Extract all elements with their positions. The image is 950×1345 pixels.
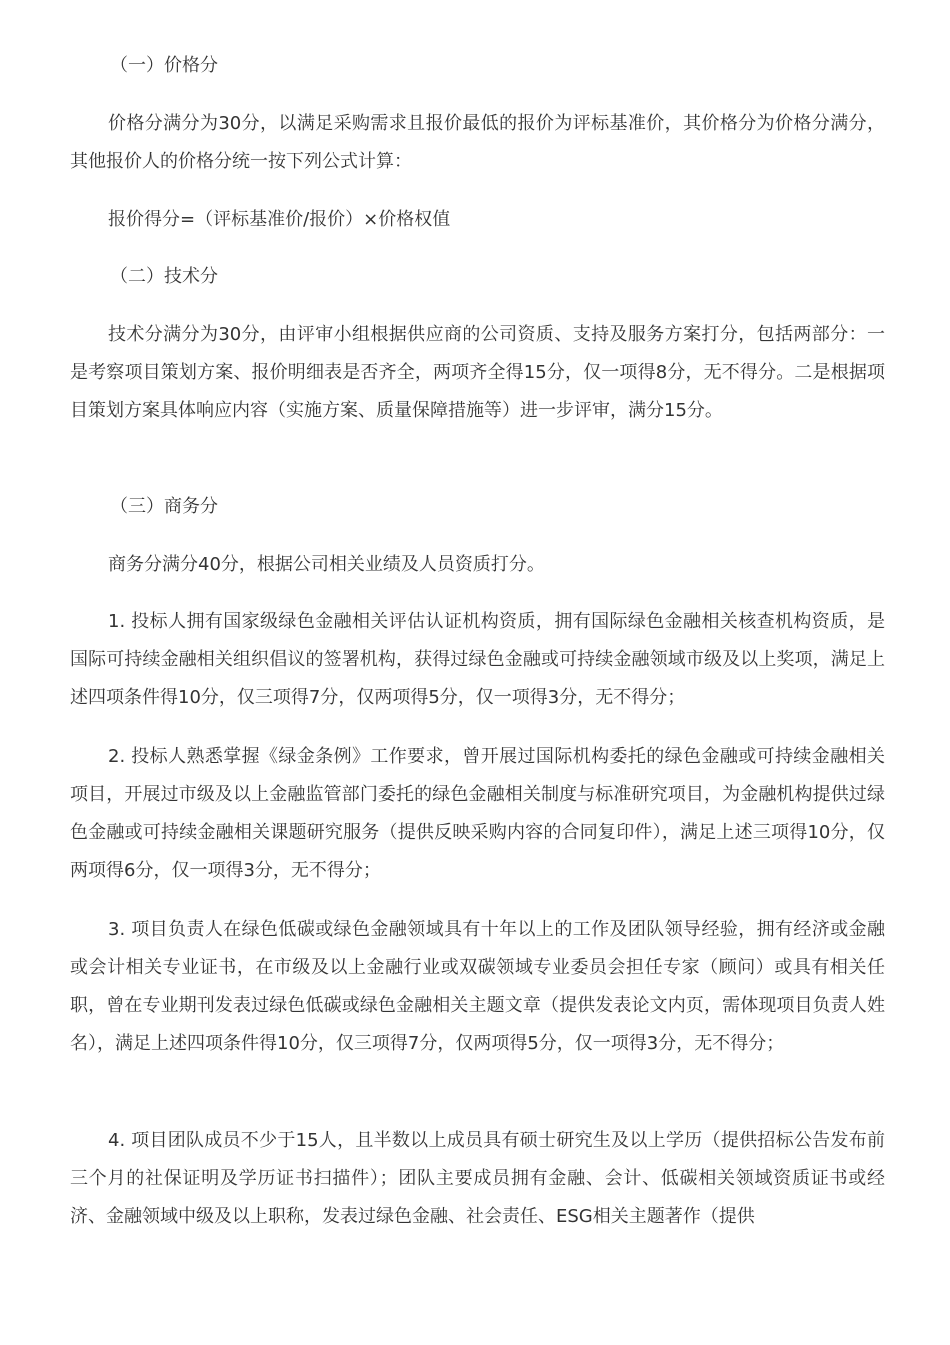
section-heading-business: （三）商务分 [110,496,218,517]
list-item-2: 2. 投标人熟悉掌握《绿金条例》工作要求，曾开展过国际机构委托的绿色金融或可持续金融相关项目，开展过市级及以上金融监管部门委托的绿色金融相关制度与标准研究项目，为金融机构提供过绿色金融或可持续金融相关课题研究服务（提供反映采购内容的合同复印件），满足上述三项得10分，仅两项得6分，仅一项得3分，无不得分； [70,746,885,881]
list-item-1: 1. 投标人拥有国家级绿色金融相关评估认证机构资质，拥有国际绿色金融相关核查机构资质，是国际可持续金融相关组织倡议的签署机构，获得过绿色金融或可持续金融领域市级及以上奖项，满足上述四项条件得10分，仅三项得7分，仅两项得5分，仅一项得3分，无不得分； [70,611,885,708]
paragraph-technical-score: 技术分满分为30分，由评审小组根据供应商的公司资质、支持及服务方案打分，包括两部分：一是考察项目策划方案、报价明细表是否齐全，两项齐全得15分，仅一项得8分，无不得分。二是根据项目策划方案具体响应内容（实施方案、质量保障措施等）进一步评审，满分15分。 [70,324,885,421]
list-item-3: 3. 项目负责人在绿色低碳或绿色金融领域具有十年以上的工作及团队领导经验，拥有经济或金融或会计相关专业证书，在市级及以上金融行业或双碳领域专业委员会担任专家（顾问）或具有相关任职，曾在专业期刊发表过绿色低碳或绿色金融相关主题文章（提供发表论文内页，需体现项目负责人姓名），满足上述四项条件得10分，仅三项得7分，仅两项得5分，仅一项得3分，无不得分； [70,919,885,1054]
paragraph-price-score: 价格分满分为30分，以满足采购需求且报价最低的报价为评标基准价，其价格分为价格分满分，其他报价人的价格分统一按下列公式计算： [70,113,885,172]
formula-price-score: 报价得分=（评标基准价/报价）×价格权值 [108,209,451,230]
section-heading-technical: （二）技术分 [110,266,218,287]
section-heading-price: （一）价格分 [110,55,218,76]
list-item-4: 4. 项目团队成员不少于15人，且半数以上成员具有硕士研究生及以上学历（提供招标公告发布前三个月的社保证明及学历证书扫描件）；团队主要成员拥有金融、会计、低碳相关领域资质证书或经济、金融领域中级及以上职称，发表过绿色金融、社会责任、ESG相关主题著作（提供 [70,1130,885,1227]
paragraph-business-score: 商务分满分40分，根据公司相关业绩及人员资质打分。 [108,554,545,575]
